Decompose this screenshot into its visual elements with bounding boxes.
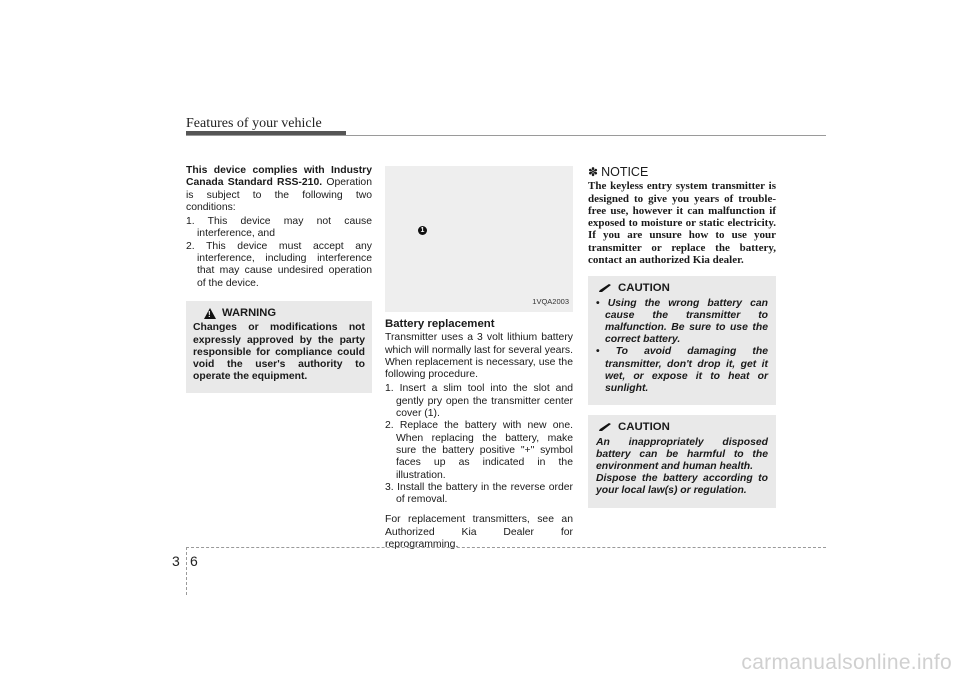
battery-replacement-heading: Battery replacement	[385, 318, 495, 330]
compliance-condition: 1. This device may not cause interference, and	[186, 216, 372, 240]
battery-step: 2. Replace the battery with new one. When replacing the battery, make sure the battery positive "+" symbol faces up as indicated in the illustration.	[385, 420, 573, 481]
notice-title: NOTICE	[601, 165, 649, 179]
warning-box	[186, 301, 372, 393]
transmitter-illustration	[385, 166, 573, 312]
column-right	[588, 166, 776, 508]
notice-heading	[588, 166, 776, 178]
column-middle	[385, 166, 573, 551]
chapter-number: 3	[172, 553, 180, 569]
compliance-intro	[186, 165, 372, 214]
notice-asterisk-icon: ✽	[588, 165, 599, 179]
battery-steps-list	[385, 383, 573, 506]
caution-item: • To avoid damaging the transmitter, don't drop it, get it wet, or expose it to heat or sunlight.	[596, 346, 768, 395]
replacement-note: For replacement transmitters, see an Authorized Kia Dealer for reprogramming.	[385, 514, 573, 551]
callout-marker: 1	[418, 226, 427, 235]
battery-step: 3. Install the battery in the reverse order of removal.	[385, 481, 573, 506]
warning-triangle-icon	[204, 308, 216, 319]
compliance-condition: 2. This device must accept any interference, including interference that may cause undesired operation of the device.	[186, 240, 372, 289]
warning-title: WARNING	[222, 306, 277, 319]
warning-heading	[204, 307, 365, 319]
page-header-title: Features of your vehicle	[186, 116, 322, 131]
caution-list	[596, 298, 768, 396]
warning-body: Changes or modifications not expressly approved by the party responsible for compliance could void the user's authority to operate the equipment.	[193, 322, 365, 383]
compliance-conditions-list	[186, 216, 372, 290]
caution-box	[588, 276, 776, 405]
footer-vertical-rule	[186, 547, 187, 595]
footer-rule	[186, 547, 826, 548]
caution-item: • Using the wrong battery can cause the transmitter to malfunction. Be sure to use the correct battery.	[596, 298, 768, 347]
column-left	[186, 165, 372, 393]
caution-title: CAUTION	[618, 421, 670, 434]
compliance-intro-bold: This device complies with Industry Canada Standard RSS-210.	[186, 165, 372, 189]
illustration-code: 1VQA2003	[532, 296, 569, 306]
caution-box-disposal	[588, 415, 776, 507]
caution-pencil-icon	[598, 284, 613, 293]
watermark: carmanualsonline.info	[741, 651, 952, 674]
caution-disposal-instruction: Dispose the battery according to your local law(s) or regulation.	[596, 473, 768, 497]
compliance-intro-rest: Operation is subject to the following two conditions:	[186, 177, 372, 213]
caution-disposal-text: An inappropriately disposed battery can be harmful to the environment and human health.	[596, 436, 768, 472]
caution-heading	[598, 282, 768, 294]
battery-step: 1. Insert a slim tool into the slot and gently pry open the transmitter center cover (1).	[385, 383, 573, 420]
notice-body: The keyless entry system transmitter is designed to give you years of trouble-free use, however it can malfunction if exposed to moisture or static electricity. If you are unsure how to use your transmitter or replace the battery, contact an authorized Kia dealer.	[588, 180, 776, 267]
caution-title: CAUTION	[618, 282, 670, 295]
page-number: 6	[190, 553, 198, 569]
header-rule	[186, 135, 826, 136]
caution-heading	[598, 421, 768, 433]
caution-pencil-icon	[598, 423, 613, 432]
battery-intro: Transmitter uses a 3 volt lithium battery which will normally last for several years. When replacement is necessary, use the following procedure.	[385, 332, 573, 381]
